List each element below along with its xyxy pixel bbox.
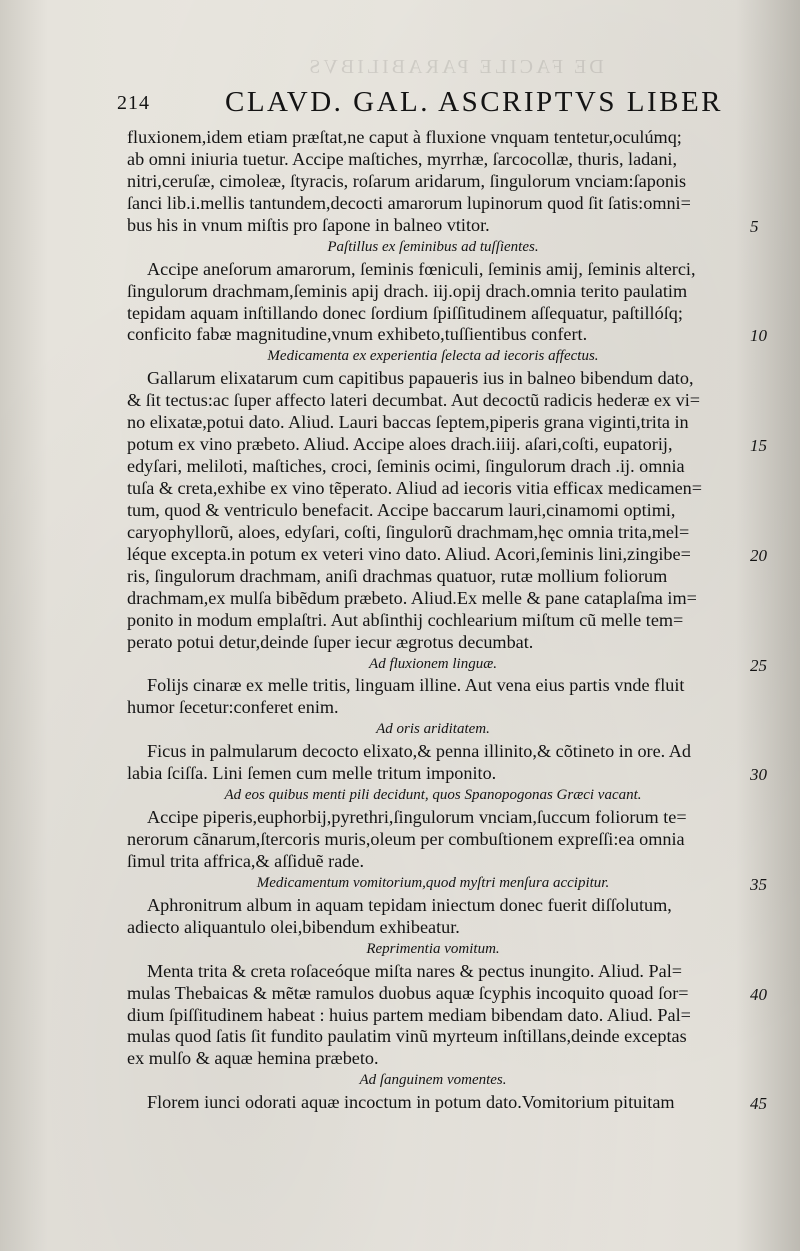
- text-line: dium ſpiſſitudinem habeat : huius partem mediam bibendam dato. Aliud. Pal=: [127, 1004, 691, 1025]
- text-line: conficito fabæ magnitudine,vnum exhibeto,tuſſientibus confert.: [127, 324, 588, 345]
- text-line: labia ſciſſa. Lini ſemen cum melle tritum imponito.: [127, 763, 497, 784]
- margin-line-number: 30: [750, 765, 767, 785]
- margin-line-number: 45: [750, 1094, 767, 1114]
- section-heading: Medicamentum vomitorium,quod myſtri menſura accipitur.: [256, 874, 610, 891]
- text-line: nerorum cãnarum,ſtercoris muris,oleum per combuſtionem expreſſi:ea omnia: [127, 829, 685, 849]
- text-line: Folijs cinaræ ex melle tritis, linguam illine. Aut vena eius partis vnde fluit: [147, 675, 685, 696]
- text-line: ponito in modum emplaſtri. Aut abſinthij cochlearium miſtum cũ melle tem=: [127, 609, 684, 630]
- text-line: ab omni iniuria tuetur. Accipe maſtiches, myrrhæ, ſarcocollæ, thuris, ladani,: [127, 148, 678, 169]
- text-line: fluxionem,idem etiam præſtat,ne caput à fluxione vnquam tentetur,oculúmq;: [127, 127, 682, 147]
- text-line: léque excepta.in potum ex veteri vino dato. Aliud. Acori,ſeminis lini,zingibe=: [127, 543, 691, 564]
- text-line: Ficus in palmularum decocto elixato,& penna illinito,& cõtineto in ore. Ad: [147, 741, 691, 762]
- text-line: & ſit tectus:ac ſuper affecto lateri decumbat. Aut decoctũ radicis hederæ ex vi=: [127, 390, 701, 411]
- text-line: drachmam,ex mulſa bibẽdum præbeto. Aliud.Ex melle & pane cataplaſma im=: [127, 587, 697, 608]
- text-line: Accipe aneſorum amarorum, ſeminis fœniculi, ſeminis amij, ſeminis alterci,: [147, 258, 696, 279]
- page-number: 214: [117, 92, 150, 114]
- text-line: nitri,ceruſæ, cimoleæ, ſtyracis, roſarum aridarum, ſingulorum vnciam:ſaponis: [127, 170, 687, 191]
- text-line: adiecto aliquantulo olei,bibendum exhibeatur.: [127, 916, 460, 937]
- margin-line-number: 10: [750, 326, 767, 346]
- text-line: Accipe piperis,euphorbij,pyrethri,ſingulorum vnciam,ſuccum foliorum te=: [147, 807, 687, 828]
- text-line: bus his in vnum miſtis pro ſapone in balneo vtitor.: [127, 214, 490, 235]
- text-line: ſanci lib.i.mellis tantundem,decocti amarorum lupinorum quod ſit ſatis:omni=: [127, 192, 691, 213]
- bleed-through-text: DE FACILE PARABILIBVS: [306, 56, 604, 78]
- running-head: CLAVD. GAL. ASCRIPTVS LIBER: [225, 86, 723, 118]
- text-line: ſingulorum drachmam,ſeminis apij drach. iij.opij drach.omnia terito paulatim: [127, 280, 688, 301]
- margin-line-number: 5: [750, 216, 759, 236]
- section-heading: Ad fluxionem linguæ.: [369, 655, 497, 672]
- text-line: tum, quod & ventriculo benefacit. Accipe baccarum lauri,cinamomi optimi,: [127, 499, 676, 520]
- text-line: edyſari, meliloti, maſtiches, croci, ſeminis ocimi, ſingulorum drach .ij. omnia: [127, 456, 685, 477]
- page-header: [117, 86, 737, 122]
- text-line: ſimul trita affrica,& aſſiduẽ rade.: [127, 850, 365, 871]
- text-line: ex mulſo & aquæ hemina præbeto.: [127, 1048, 379, 1069]
- text-line: tuſa & creta,exhibe ex vino tẽperato. Aliud ad iecoris vitia efficax medicamen=: [127, 478, 703, 498]
- section-heading: Ad oris ariditatem.: [376, 721, 490, 738]
- text-line: Gallarum elixatarum cum capitibus papaueris ius in balneo bibendum dato,: [147, 368, 694, 389]
- margin-line-number: 15: [750, 436, 767, 456]
- text-line: Florem iunci odorati aquæ incoctum in potum dato.Vomitorium pituitam: [147, 1092, 675, 1113]
- text-line: perato potui detur,deinde ſuper iecur ægrotus decumbat.: [127, 631, 534, 652]
- text-line: tepidam aquam inſtillando donec ſordium ſpiſſitudinem aſſequatur, paſtillóſq;: [127, 302, 683, 323]
- section-heading: Ad eos quibus menti pili decidunt, quos Spanopogonas Græci vacant.: [224, 787, 642, 804]
- text-line: ris, ſingulorum drachmam, aniſi drachmas quatuor, rutæ mollium foliorum: [127, 565, 668, 586]
- section-heading: Reprimentia vomitum.: [366, 940, 500, 957]
- text-line: mulas quod ſatis ſit fundito paulatim vinũ myrteum inſtillans,deinde exceptas: [127, 1026, 687, 1047]
- text-line: mulas Thebaicas & mẽtæ ramulos duobus aquæ ſcyphis incoquito quoad ſor=: [127, 982, 689, 1003]
- text-block: [127, 127, 739, 1114]
- section-heading: Medicamenta ex experientia ſelecta ad iecoris affectus.: [267, 348, 599, 365]
- margin-line-number: 20: [750, 545, 767, 565]
- section-heading: Paſtillus ex ſeminibus ad tuſſientes.: [327, 238, 539, 255]
- margin-line-number: 25: [750, 655, 767, 675]
- margin-line-number: 40: [750, 984, 767, 1004]
- text-line: potum ex vino præbeto. Aliud. Accipe aloes drach.iiij. aſari,coſti, eupatorij,: [127, 434, 673, 455]
- text-line: no elixatæ,potui dato. Aliud. Lauri baccas ſeptem,piperis grana viginti,trita in: [127, 412, 689, 433]
- text-line: humor ſecetur:conferet enim.: [127, 697, 339, 718]
- margin-line-number: 35: [750, 874, 767, 894]
- text-line: caryophyllorũ, aloes, edyſari, coſti, ſingulorũ drachmam,hęc omnia trita,mel=: [127, 521, 690, 542]
- text-line: Aphronitrum album in aquam tepidam iniectum donec fuerit diſſolutum,: [147, 894, 672, 915]
- text-line: Menta trita & creta roſaceóque miſta nares & pectus inungito. Aliud. Pal=: [147, 960, 683, 981]
- section-heading: Ad ſanguinem vomentes.: [359, 1072, 507, 1089]
